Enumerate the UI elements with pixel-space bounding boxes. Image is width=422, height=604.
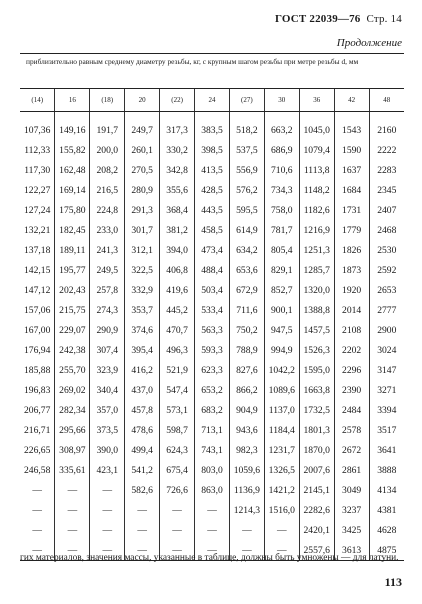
table-cell: —: [55, 540, 90, 561]
table-row: [20, 400, 404, 420]
column-header: 42: [334, 89, 369, 112]
table-cell: 332,9: [125, 280, 160, 300]
table-cell: 246,58: [24, 464, 51, 476]
table-header-row: [20, 89, 404, 112]
table-cell: —: [20, 540, 55, 561]
table-cell: 563,3: [195, 320, 230, 340]
table-cell: 406,8: [160, 260, 195, 280]
table-cell: 1779: [334, 220, 369, 240]
table-cell: 803,0: [195, 460, 230, 480]
table-cell: 458,5: [195, 220, 230, 240]
column-header: 30: [264, 89, 299, 112]
table-cell: 593,3: [195, 340, 230, 360]
table-cell: 373,5: [90, 420, 125, 440]
table-cell: 2653: [369, 280, 404, 300]
table-cell: 3888: [369, 460, 404, 480]
table-row: [20, 320, 404, 340]
table-cell: 672,9: [229, 280, 264, 300]
column-header: (27): [229, 89, 264, 112]
table-row: [20, 480, 404, 500]
table-cell: —: [90, 500, 125, 520]
table-cell: 419,6: [160, 280, 195, 300]
table-row: [20, 200, 404, 220]
table-cell: 2592: [369, 260, 404, 280]
table-cell: 726,6: [160, 480, 195, 500]
table-cell: 943,6: [229, 420, 264, 440]
table-cell: 155,82: [55, 140, 90, 160]
table-cell: 381,2: [160, 220, 195, 240]
table-cell: 2160: [369, 112, 404, 141]
table-cell: 249,5: [90, 260, 125, 280]
table-cell: 175,80: [55, 200, 90, 220]
table-cell: 1421,2: [264, 480, 299, 500]
table-cell: 1801,3: [299, 420, 334, 440]
table-cell: 1059,6: [229, 460, 264, 480]
table-cell: 149,16: [55, 112, 90, 141]
table-cell: —: [195, 540, 230, 561]
table-cell: 1920: [334, 280, 369, 300]
table-cell: 395,4: [125, 340, 160, 360]
table-cell: 445,2: [160, 300, 195, 320]
table-cell: 1214,3: [229, 500, 264, 520]
table-row: [20, 340, 404, 360]
table-cell: 982,3: [229, 440, 264, 460]
table-cell: 994,9: [264, 340, 299, 360]
table-cell: 3271: [369, 380, 404, 400]
mass-table: [20, 88, 404, 561]
table-cell: 374,6: [125, 320, 160, 340]
table-cell: 1148,2: [299, 180, 334, 200]
table-cell: 291,3: [125, 200, 160, 220]
table-cell: 189,11: [55, 240, 90, 260]
table-cell: 295,66: [55, 420, 90, 440]
page-header: [275, 13, 402, 25]
table-cell: 473,4: [195, 240, 230, 260]
page-number: 113: [384, 575, 402, 589]
table-cell: 614,9: [229, 220, 264, 240]
table-cell: 547,4: [160, 380, 195, 400]
standard-number: ГОСТ 22039—76: [274, 13, 361, 25]
table-cell: 390,0: [90, 440, 125, 460]
table-cell: 2014: [334, 300, 369, 320]
table-cell: —: [55, 500, 90, 520]
table-cell: 122,27: [24, 184, 51, 196]
table-cell: 353,7: [125, 300, 160, 320]
table-cell: 788,9: [229, 340, 264, 360]
table-cell: 653,6: [229, 260, 264, 280]
table-row: [20, 300, 404, 320]
table-cell: 112,33: [24, 144, 51, 156]
table-cell: 541,2: [125, 460, 160, 480]
table-cell: 157,06: [24, 304, 51, 316]
table-cell: 2222: [369, 140, 404, 160]
table-cell: 663,2: [264, 112, 299, 141]
table-cell: 307,4: [90, 340, 125, 360]
table-cell: —: [90, 480, 125, 500]
table-cell: 503,4: [195, 280, 230, 300]
table-cell: 1590: [334, 140, 369, 160]
table-cell: 437,0: [125, 380, 160, 400]
table-cell: 4134: [369, 480, 404, 500]
table-cell: 195,77: [55, 260, 90, 280]
table-row: [20, 500, 404, 520]
table-cell: 242,38: [55, 340, 90, 360]
table-row: [20, 280, 404, 300]
table-caption: приблизительно равным среднему диаметру резьбы, кг, с крупным шагом резьбы при метре резьбы d, мм: [26, 57, 359, 66]
table-cell: 1137,0: [264, 400, 299, 420]
table-cell: 2407: [369, 200, 404, 220]
table-cell: 711,6: [229, 300, 264, 320]
table-cell: 2900: [369, 320, 404, 340]
table-cell: 394,0: [160, 240, 195, 260]
table-cell: 182,45: [55, 220, 90, 240]
table-cell: 1457,5: [299, 320, 334, 340]
table-cell: 428,5: [195, 180, 230, 200]
table-row: [20, 260, 404, 280]
table-row: [20, 440, 404, 460]
table-cell: 423,1: [90, 460, 125, 480]
table-cell: 4628: [369, 520, 404, 540]
table-cell: 537,5: [229, 140, 264, 160]
table-row: [20, 520, 404, 540]
table-cell: 340,4: [90, 380, 125, 400]
table-cell: 355,6: [160, 180, 195, 200]
table-cell: —: [229, 520, 264, 540]
table-row: [20, 240, 404, 260]
table-cell: 653,2: [195, 380, 230, 400]
table-cell: 226,65: [24, 444, 51, 456]
table-cell: —: [90, 520, 125, 540]
table-cell: 1526,3: [299, 340, 334, 360]
table-cell: 200,0: [90, 140, 125, 160]
table-cell: 1873: [334, 260, 369, 280]
column-header: (22): [160, 89, 195, 112]
table-cell: 229,07: [55, 320, 90, 340]
table-cell: 743,1: [195, 440, 230, 460]
table-cell: —: [55, 480, 90, 500]
table-cell: 3049: [334, 480, 369, 500]
table-cell: —: [160, 520, 195, 540]
table-cell: 2108: [334, 320, 369, 340]
table-cell: 176,94: [24, 344, 51, 356]
table-cell: 750,2: [229, 320, 264, 340]
table-cell: —: [160, 500, 195, 520]
table-cell: 496,3: [160, 340, 195, 360]
table-cell: 1089,6: [264, 380, 299, 400]
table-cell: 2390: [334, 380, 369, 400]
table-cell: —: [32, 484, 42, 496]
table-cell: 1663,8: [299, 380, 334, 400]
table-cell: 206,77: [24, 404, 51, 416]
table-cell: 117,30: [24, 164, 51, 176]
table-cell: —: [264, 540, 299, 561]
table-cell: 255,70: [55, 360, 90, 380]
table-cell: 3024: [369, 340, 404, 360]
table-cell: 202,43: [55, 280, 90, 300]
table-cell: 1216,9: [299, 220, 334, 240]
table-cell: 260,1: [125, 140, 160, 160]
table-cell: 107,36: [24, 124, 51, 136]
table-cell: 1826: [334, 240, 369, 260]
table-cell: 582,6: [125, 480, 160, 500]
footnote-text: гих материалов, значения массы, указанные в таблице, должны быть умножены — для латуни.: [20, 553, 399, 563]
column-header: 48: [369, 89, 404, 112]
table-cell: 2777: [369, 300, 404, 320]
table-cell: —: [195, 500, 230, 520]
table-cell: 249,7: [125, 112, 160, 141]
table-cell: 1182,6: [299, 200, 334, 220]
table-cell: 1326,5: [264, 460, 299, 480]
table-cell: 322,5: [125, 260, 160, 280]
table-row: [20, 360, 404, 380]
table-cell: 147,12: [24, 284, 51, 296]
table-cell: 1045,0: [299, 112, 334, 141]
table-cell: 241,3: [90, 240, 125, 260]
table-cell: 2282,6: [299, 500, 334, 520]
table-cell: 317,3: [160, 112, 195, 141]
table-cell: —: [90, 540, 125, 561]
table-cell: 499,4: [125, 440, 160, 460]
table-cell: —: [32, 504, 42, 516]
table-cell: 167,00: [24, 324, 51, 336]
table-cell: 4875: [369, 540, 404, 561]
table-cell: 257,8: [90, 280, 125, 300]
table-cell: 142,15: [24, 264, 51, 276]
table-cell: 1231,7: [264, 440, 299, 460]
column-header: 16: [55, 89, 90, 112]
table-cell: 1251,3: [299, 240, 334, 260]
table-cell: 2578: [334, 420, 369, 440]
table-cell: 683,2: [195, 400, 230, 420]
table-cell: 132,21: [24, 224, 51, 236]
top-rule: [20, 53, 404, 54]
table-cell: 1870,0: [299, 440, 334, 460]
table-cell: 521,9: [160, 360, 195, 380]
table-cell: 2202: [334, 340, 369, 360]
table-cell: 3237: [334, 500, 369, 520]
table-cell: 216,5: [90, 180, 125, 200]
table-cell: 713,1: [195, 420, 230, 440]
table-cell: 518,2: [229, 112, 264, 141]
table-cell: 866,2: [229, 380, 264, 400]
table-cell: 2420,1: [299, 520, 334, 540]
table-cell: 1042,2: [264, 360, 299, 380]
table-cell: 1637: [334, 160, 369, 180]
table-cell: 2296: [334, 360, 369, 380]
table-cell: 191,7: [90, 112, 125, 141]
table-cell: 2672: [334, 440, 369, 460]
table-cell: 623,3: [195, 360, 230, 380]
table-cell: 137,18: [24, 244, 51, 256]
table-cell: 233,0: [90, 220, 125, 240]
table-cell: 308,97: [55, 440, 90, 460]
table-cell: 3613: [334, 540, 369, 561]
table-cell: 3425: [334, 520, 369, 540]
table-cell: 416,2: [125, 360, 160, 380]
table-cell: —: [229, 540, 264, 561]
column-header: (18): [90, 89, 125, 112]
table-cell: 4381: [369, 500, 404, 520]
table-cell: 2007,6: [299, 460, 334, 480]
table-row: [20, 160, 404, 180]
table-cell: —: [125, 520, 160, 540]
table-cell: 3394: [369, 400, 404, 420]
table-cell: 323,9: [90, 360, 125, 380]
table-cell: 282,34: [55, 400, 90, 420]
table-cell: 829,1: [264, 260, 299, 280]
table-cell: 383,5: [195, 112, 230, 141]
table-cell: 470,7: [160, 320, 195, 340]
table-cell: —: [125, 540, 160, 561]
table-cell: 290,9: [90, 320, 125, 340]
table-cell: —: [32, 524, 42, 536]
page-label: Стр. 14: [366, 13, 402, 25]
table-cell: 947,5: [264, 320, 299, 340]
table-cell: 686,9: [264, 140, 299, 160]
column-header: 24: [195, 89, 230, 112]
table-row: [20, 460, 404, 480]
table-cell: 413,5: [195, 160, 230, 180]
table-cell: 1543: [334, 112, 369, 141]
table-cell: 533,4: [195, 300, 230, 320]
table-cell: 301,7: [125, 220, 160, 240]
table-cell: 863,0: [195, 480, 230, 500]
table-cell: 556,9: [229, 160, 264, 180]
table-cell: 758,0: [264, 200, 299, 220]
table-cell: 127,24: [24, 204, 51, 216]
table-cell: 488,4: [195, 260, 230, 280]
table-cell: 598,7: [160, 420, 195, 440]
table-cell: 3641: [369, 440, 404, 460]
table-cell: 827,6: [229, 360, 264, 380]
table-cell: 1732,5: [299, 400, 334, 420]
table-cell: 1731: [334, 200, 369, 220]
column-header: 36: [299, 89, 334, 112]
table-cell: 270,5: [125, 160, 160, 180]
table-cell: 904,9: [229, 400, 264, 420]
table-row: [20, 140, 404, 160]
table-cell: 781,7: [264, 220, 299, 240]
table-cell: 3517: [369, 420, 404, 440]
table-cell: 2468: [369, 220, 404, 240]
table-cell: 675,4: [160, 460, 195, 480]
table-cell: 1320,0: [299, 280, 334, 300]
table-row: [20, 112, 404, 141]
table-cell: 1113,8: [299, 160, 334, 180]
table-cell: —: [195, 520, 230, 540]
table-cell: 457,8: [125, 400, 160, 420]
table-cell: 196,83: [24, 384, 51, 396]
table-cell: 573,1: [160, 400, 195, 420]
table-row: [20, 220, 404, 240]
table-cell: 1684: [334, 180, 369, 200]
table-cell: 280,9: [125, 180, 160, 200]
table-body: [20, 112, 404, 561]
table-cell: 2484: [334, 400, 369, 420]
table-row: [20, 180, 404, 200]
table-cell: 1136,9: [229, 480, 264, 500]
table-cell: 443,5: [195, 200, 230, 220]
table-cell: 2345: [369, 180, 404, 200]
table-cell: 624,3: [160, 440, 195, 460]
table-cell: 224,8: [90, 200, 125, 220]
table-cell: 710,6: [264, 160, 299, 180]
column-header: (14): [20, 89, 55, 112]
table-cell: 2861: [334, 460, 369, 480]
table-cell: 576,2: [229, 180, 264, 200]
table-cell: 269,02: [55, 380, 90, 400]
table-cell: 208,2: [90, 160, 125, 180]
table-cell: 595,5: [229, 200, 264, 220]
table-cell: 2557,6: [299, 540, 334, 561]
table-cell: 3147: [369, 360, 404, 380]
column-header: 20: [125, 89, 160, 112]
table-cell: 342,8: [160, 160, 195, 180]
table-cell: 162,48: [55, 160, 90, 180]
table-cell: 1516,0: [264, 500, 299, 520]
table-cell: 1595,0: [299, 360, 334, 380]
table-cell: 2145,1: [299, 480, 334, 500]
table-cell: 215,75: [55, 300, 90, 320]
table-cell: 368,4: [160, 200, 195, 220]
table-cell: 185,88: [24, 364, 51, 376]
table-cell: 330,2: [160, 140, 195, 160]
table-cell: 805,4: [264, 240, 299, 260]
table-cell: 216,71: [24, 424, 51, 436]
table-cell: 357,0: [90, 400, 125, 420]
table-cell: 634,2: [229, 240, 264, 260]
continuation-label: Продолжение: [336, 37, 402, 49]
table-cell: 2283: [369, 160, 404, 180]
table-row: [20, 420, 404, 440]
table-cell: 478,6: [125, 420, 160, 440]
table-cell: —: [264, 520, 299, 540]
table-cell: 852,7: [264, 280, 299, 300]
table-row: [20, 380, 404, 400]
table-cell: —: [125, 500, 160, 520]
table-cell: 2530: [369, 240, 404, 260]
table-cell: 1388,8: [299, 300, 334, 320]
table-cell: 1285,7: [299, 260, 334, 280]
table-cell: 1184,4: [264, 420, 299, 440]
table-cell: 312,1: [125, 240, 160, 260]
table-cell: —: [55, 520, 90, 540]
table-cell: 1079,4: [299, 140, 334, 160]
table-cell: 900,1: [264, 300, 299, 320]
table-cell: 734,3: [264, 180, 299, 200]
table-cell: —: [160, 540, 195, 561]
table-cell: 274,3: [90, 300, 125, 320]
table-cell: 398,5: [195, 140, 230, 160]
table-cell: 169,14: [55, 180, 90, 200]
table-cell: 335,61: [55, 460, 90, 480]
